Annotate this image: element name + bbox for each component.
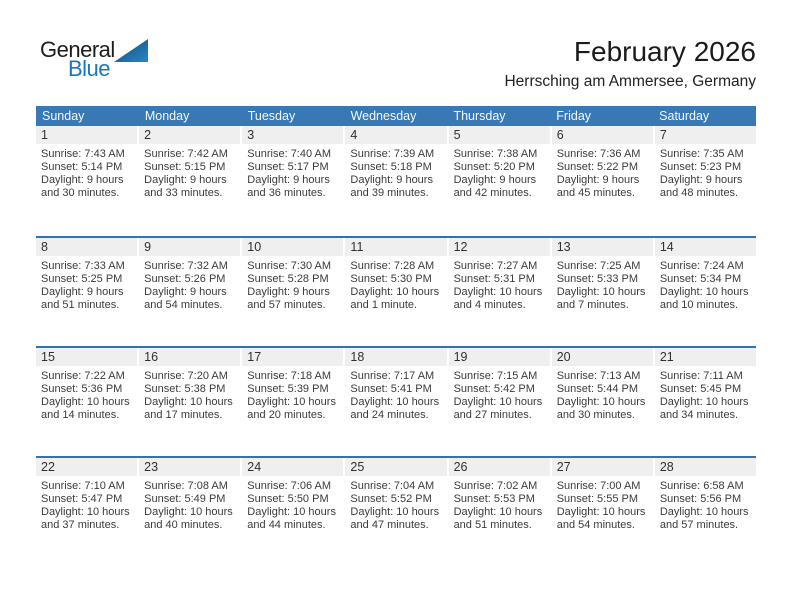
day-number: 1 (36, 126, 137, 144)
daylight-text-cont: and 39 minutes. (350, 187, 429, 199)
sunset-text: Sunset: 5:31 PM (453, 273, 535, 285)
weeks-container (36, 126, 756, 566)
sunrise-text: Sunrise: 7:40 AM (247, 148, 332, 160)
day-cell (655, 458, 756, 566)
sunrise-text: Sunrise: 7:28 AM (350, 260, 435, 272)
daylight-text-cont: and 44 minutes. (247, 519, 326, 531)
daylight-text-cont: and 47 minutes. (350, 519, 429, 531)
daylight-text-cont: and 48 minutes. (659, 187, 739, 199)
daylight-text: Daylight: 10 hours (41, 506, 130, 518)
weekday-header-sunday: Sunday (42, 109, 85, 123)
day-number: 14 (655, 238, 756, 256)
daylight-text: Daylight: 10 hours (556, 506, 646, 518)
day-cell (139, 238, 242, 346)
daylight-text-cont: and 30 minutes. (41, 187, 120, 199)
sunrise-text: Sunrise: 7:02 AM (453, 480, 538, 492)
daylight-text-cont: and 14 minutes. (41, 409, 120, 421)
daylight-text-cont: and 33 minutes. (144, 187, 223, 199)
day-info (36, 256, 137, 312)
day-info (655, 256, 756, 312)
day-info (552, 144, 653, 200)
daylight-text-cont: and 36 minutes. (247, 187, 326, 199)
day-cell (36, 458, 139, 566)
daylight-text: Daylight: 10 hours (556, 396, 646, 408)
day-cell (345, 458, 448, 566)
day-info (242, 476, 343, 532)
daylight-text: Daylight: 10 hours (453, 396, 543, 408)
day-info (36, 144, 137, 200)
sunset-text: Sunset: 5:34 PM (659, 273, 742, 285)
day-cell (552, 348, 655, 456)
daylight-text: Daylight: 10 hours (659, 396, 749, 408)
sunset-text: Sunset: 5:26 PM (144, 273, 226, 285)
daylight-text: Daylight: 9 hours (453, 174, 537, 186)
day-number: 19 (449, 348, 550, 366)
sunrise-text: Sunrise: 7:32 AM (144, 260, 228, 272)
day-cell (242, 348, 345, 456)
day-cell (552, 126, 655, 236)
logo-triangle-icon (114, 39, 148, 62)
day-number: 26 (449, 458, 550, 476)
week-row (36, 236, 756, 346)
weekday-header-saturday: Saturday (659, 109, 710, 123)
sunset-text: Sunset: 5:28 PM (247, 273, 329, 285)
sunset-text: Sunset: 5:14 PM (41, 161, 123, 173)
day-number: 24 (242, 458, 343, 476)
day-number: 15 (36, 348, 137, 366)
day-info (36, 366, 137, 422)
sunrise-text: Sunrise: 7:42 AM (144, 148, 228, 160)
day-number: 10 (242, 238, 343, 256)
daylight-text: Daylight: 10 hours (556, 286, 646, 298)
sunrise-text: Sunrise: 7:17 AM (350, 370, 435, 382)
day-info (36, 476, 137, 532)
daylight-text-cont: and 24 minutes. (350, 409, 429, 421)
page-subtitle: Herrsching am Ammersee, Germany (504, 73, 756, 90)
day-number: 17 (242, 348, 343, 366)
daylight-text: Daylight: 10 hours (350, 286, 440, 298)
day-cell (36, 126, 139, 236)
daylight-text-cont: and 34 minutes. (659, 409, 739, 421)
weekday-header-friday: Friday (556, 109, 592, 123)
calendar-table (36, 106, 756, 566)
sunset-text: Sunset: 5:42 PM (453, 383, 535, 395)
day-cell (449, 348, 552, 456)
sunrise-text: Sunrise: 7:30 AM (247, 260, 332, 272)
sunrise-text: Sunrise: 7:15 AM (453, 370, 538, 382)
day-number: 16 (139, 348, 240, 366)
week-row (36, 456, 756, 566)
sunrise-text: Sunrise: 7:25 AM (556, 260, 641, 272)
daylight-text-cont: and 45 minutes. (556, 187, 635, 199)
daylight-text: Daylight: 10 hours (350, 506, 440, 518)
day-number: 23 (139, 458, 240, 476)
sunset-text: Sunset: 5:30 PM (350, 273, 432, 285)
daylight-text-cont: and 40 minutes. (144, 519, 223, 531)
day-info (552, 256, 653, 312)
day-cell (36, 238, 139, 346)
sunrise-text: Sunrise: 7:24 AM (659, 260, 744, 272)
sunset-text: Sunset: 5:41 PM (350, 383, 432, 395)
sunrise-text: Sunrise: 7:22 AM (41, 370, 125, 382)
sunset-text: Sunset: 5:52 PM (350, 493, 432, 505)
day-cell (345, 126, 448, 236)
daylight-text-cont: and 57 minutes. (247, 299, 326, 311)
daylight-text: Daylight: 9 hours (144, 174, 227, 186)
day-info (345, 256, 446, 312)
daylight-text: Daylight: 10 hours (659, 286, 749, 298)
day-info (242, 144, 343, 200)
day-cell (655, 348, 756, 456)
day-number: 5 (449, 126, 550, 144)
day-info (449, 144, 550, 200)
sunset-text: Sunset: 5:38 PM (144, 383, 226, 395)
daylight-text: Daylight: 9 hours (144, 286, 227, 298)
daylight-text: Daylight: 9 hours (556, 174, 640, 186)
daylight-text: Daylight: 9 hours (41, 286, 124, 298)
sunset-text: Sunset: 5:55 PM (556, 493, 639, 505)
day-cell (242, 238, 345, 346)
day-cell (345, 238, 448, 346)
sunset-text: Sunset: 5:15 PM (144, 161, 226, 173)
logo-text-general: General (40, 37, 115, 62)
sunrise-text: Sunrise: 7:38 AM (453, 148, 538, 160)
day-number: 25 (345, 458, 446, 476)
daylight-text: Daylight: 10 hours (247, 506, 336, 518)
daylight-text: Daylight: 10 hours (453, 506, 543, 518)
daylight-text-cont: and 30 minutes. (556, 409, 635, 421)
week-row (36, 346, 756, 456)
general-blue-logo (40, 38, 148, 80)
sunset-text: Sunset: 5:18 PM (350, 161, 432, 173)
daylight-text-cont: and 17 minutes. (144, 409, 223, 421)
sunset-text: Sunset: 5:22 PM (556, 161, 639, 173)
sunset-text: Sunset: 5:56 PM (659, 493, 742, 505)
day-info (552, 366, 653, 422)
sunset-text: Sunset: 5:49 PM (144, 493, 226, 505)
sunset-text: Sunset: 5:20 PM (453, 161, 535, 173)
day-number: 7 (655, 126, 756, 144)
header-titles (504, 36, 756, 92)
daylight-text-cont: and 54 minutes. (556, 519, 635, 531)
day-info (655, 476, 756, 532)
daylight-text-cont: and 10 minutes. (659, 299, 739, 311)
daylight-text: Daylight: 9 hours (247, 174, 330, 186)
day-cell (449, 458, 552, 566)
day-info (655, 366, 756, 422)
sunrise-text: Sunrise: 7:35 AM (659, 148, 744, 160)
sunrise-text: Sunrise: 7:04 AM (350, 480, 435, 492)
day-info (139, 366, 240, 422)
day-cell (552, 458, 655, 566)
sunset-text: Sunset: 5:45 PM (659, 383, 742, 395)
daylight-text-cont: and 27 minutes. (453, 409, 532, 421)
sunrise-text: Sunrise: 7:36 AM (556, 148, 641, 160)
daylight-text-cont: and 51 minutes. (453, 519, 532, 531)
sunset-text: Sunset: 5:25 PM (41, 273, 123, 285)
sunrise-text: Sunrise: 7:18 AM (247, 370, 332, 382)
day-info (655, 144, 756, 200)
day-info (345, 366, 446, 422)
sunset-text: Sunset: 5:39 PM (247, 383, 329, 395)
day-info (449, 256, 550, 312)
logo-text-blue: Blue (68, 56, 111, 81)
daylight-text-cont: and 42 minutes. (453, 187, 532, 199)
sunset-text: Sunset: 5:23 PM (659, 161, 742, 173)
day-cell (139, 126, 242, 236)
day-number: 9 (139, 238, 240, 256)
day-cell (449, 238, 552, 346)
sunset-text: Sunset: 5:47 PM (41, 493, 123, 505)
day-info (345, 144, 446, 200)
weekday-header-wednesday: Wednesday (350, 109, 417, 123)
sunrise-text: Sunrise: 7:27 AM (453, 260, 538, 272)
day-info (139, 476, 240, 532)
sunrise-text: Sunrise: 6:58 AM (659, 480, 744, 492)
day-number: 2 (139, 126, 240, 144)
day-number: 28 (655, 458, 756, 476)
daylight-text-cont: and 57 minutes. (659, 519, 739, 531)
sunrise-text: Sunrise: 7:13 AM (556, 370, 641, 382)
day-info (552, 476, 653, 532)
daylight-text: Daylight: 10 hours (453, 286, 543, 298)
daylight-text-cont: and 4 minutes. (453, 299, 526, 311)
week-row (36, 126, 756, 236)
daylight-text-cont: and 51 minutes. (41, 299, 120, 311)
day-number: 11 (345, 238, 446, 256)
day-number: 20 (552, 348, 653, 366)
day-info (345, 476, 446, 532)
day-number: 12 (449, 238, 550, 256)
sunrise-text: Sunrise: 7:43 AM (41, 148, 125, 160)
daylight-text: Daylight: 10 hours (41, 396, 130, 408)
sunrise-text: Sunrise: 7:06 AM (247, 480, 332, 492)
day-number: 22 (36, 458, 137, 476)
daylight-text: Daylight: 9 hours (41, 174, 124, 186)
daylight-text: Daylight: 9 hours (247, 286, 330, 298)
sunset-text: Sunset: 5:53 PM (453, 493, 535, 505)
day-cell (655, 238, 756, 346)
weekday-header-monday: Monday (144, 109, 190, 123)
sunrise-text: Sunrise: 7:10 AM (41, 480, 125, 492)
sunrise-text: Sunrise: 7:33 AM (41, 260, 125, 272)
day-number: 13 (552, 238, 653, 256)
sunrise-text: Sunrise: 7:20 AM (144, 370, 228, 382)
day-cell (36, 348, 139, 456)
sunset-text: Sunset: 5:50 PM (247, 493, 329, 505)
sunrise-text: Sunrise: 7:00 AM (556, 480, 641, 492)
daylight-text-cont: and 7 minutes. (556, 299, 629, 311)
day-cell (449, 126, 552, 236)
day-info (242, 256, 343, 312)
day-number: 3 (242, 126, 343, 144)
day-number: 4 (345, 126, 446, 144)
page-title: February 2026 (573, 36, 756, 67)
weekday-header-thursday: Thursday (453, 109, 506, 123)
daylight-text: Daylight: 10 hours (144, 396, 233, 408)
sunset-text: Sunset: 5:17 PM (247, 161, 329, 173)
sunrise-text: Sunrise: 7:11 AM (659, 370, 743, 382)
daylight-text-cont: and 1 minute. (350, 299, 418, 311)
day-info (139, 144, 240, 200)
daylight-text: Daylight: 9 hours (659, 174, 743, 186)
day-cell (242, 458, 345, 566)
day-cell (139, 348, 242, 456)
daylight-text: Daylight: 10 hours (247, 396, 336, 408)
day-info (139, 256, 240, 312)
day-number: 8 (36, 238, 137, 256)
day-info (449, 476, 550, 532)
daylight-text-cont: and 20 minutes. (247, 409, 326, 421)
sunset-text: Sunset: 5:36 PM (41, 383, 123, 395)
day-number: 21 (655, 348, 756, 366)
day-info (449, 366, 550, 422)
day-cell (139, 458, 242, 566)
sunset-text: Sunset: 5:44 PM (556, 383, 639, 395)
daylight-text: Daylight: 10 hours (659, 506, 749, 518)
day-cell (345, 348, 448, 456)
day-number: 6 (552, 126, 653, 144)
day-cell (655, 126, 756, 236)
sunset-text: Sunset: 5:33 PM (556, 273, 639, 285)
sunrise-text: Sunrise: 7:08 AM (144, 480, 228, 492)
daylight-text: Daylight: 9 hours (350, 174, 433, 186)
day-number: 27 (552, 458, 653, 476)
daylight-text: Daylight: 10 hours (144, 506, 233, 518)
daylight-text-cont: and 37 minutes. (41, 519, 120, 531)
daylight-text-cont: and 54 minutes. (144, 299, 223, 311)
day-info (242, 366, 343, 422)
weekday-header-tuesday: Tuesday (247, 109, 296, 123)
day-number: 18 (345, 348, 446, 366)
daylight-text: Daylight: 10 hours (350, 396, 440, 408)
sunrise-text: Sunrise: 7:39 AM (350, 148, 435, 160)
day-cell (242, 126, 345, 236)
weekday-header-row (36, 106, 756, 126)
day-cell (552, 238, 655, 346)
